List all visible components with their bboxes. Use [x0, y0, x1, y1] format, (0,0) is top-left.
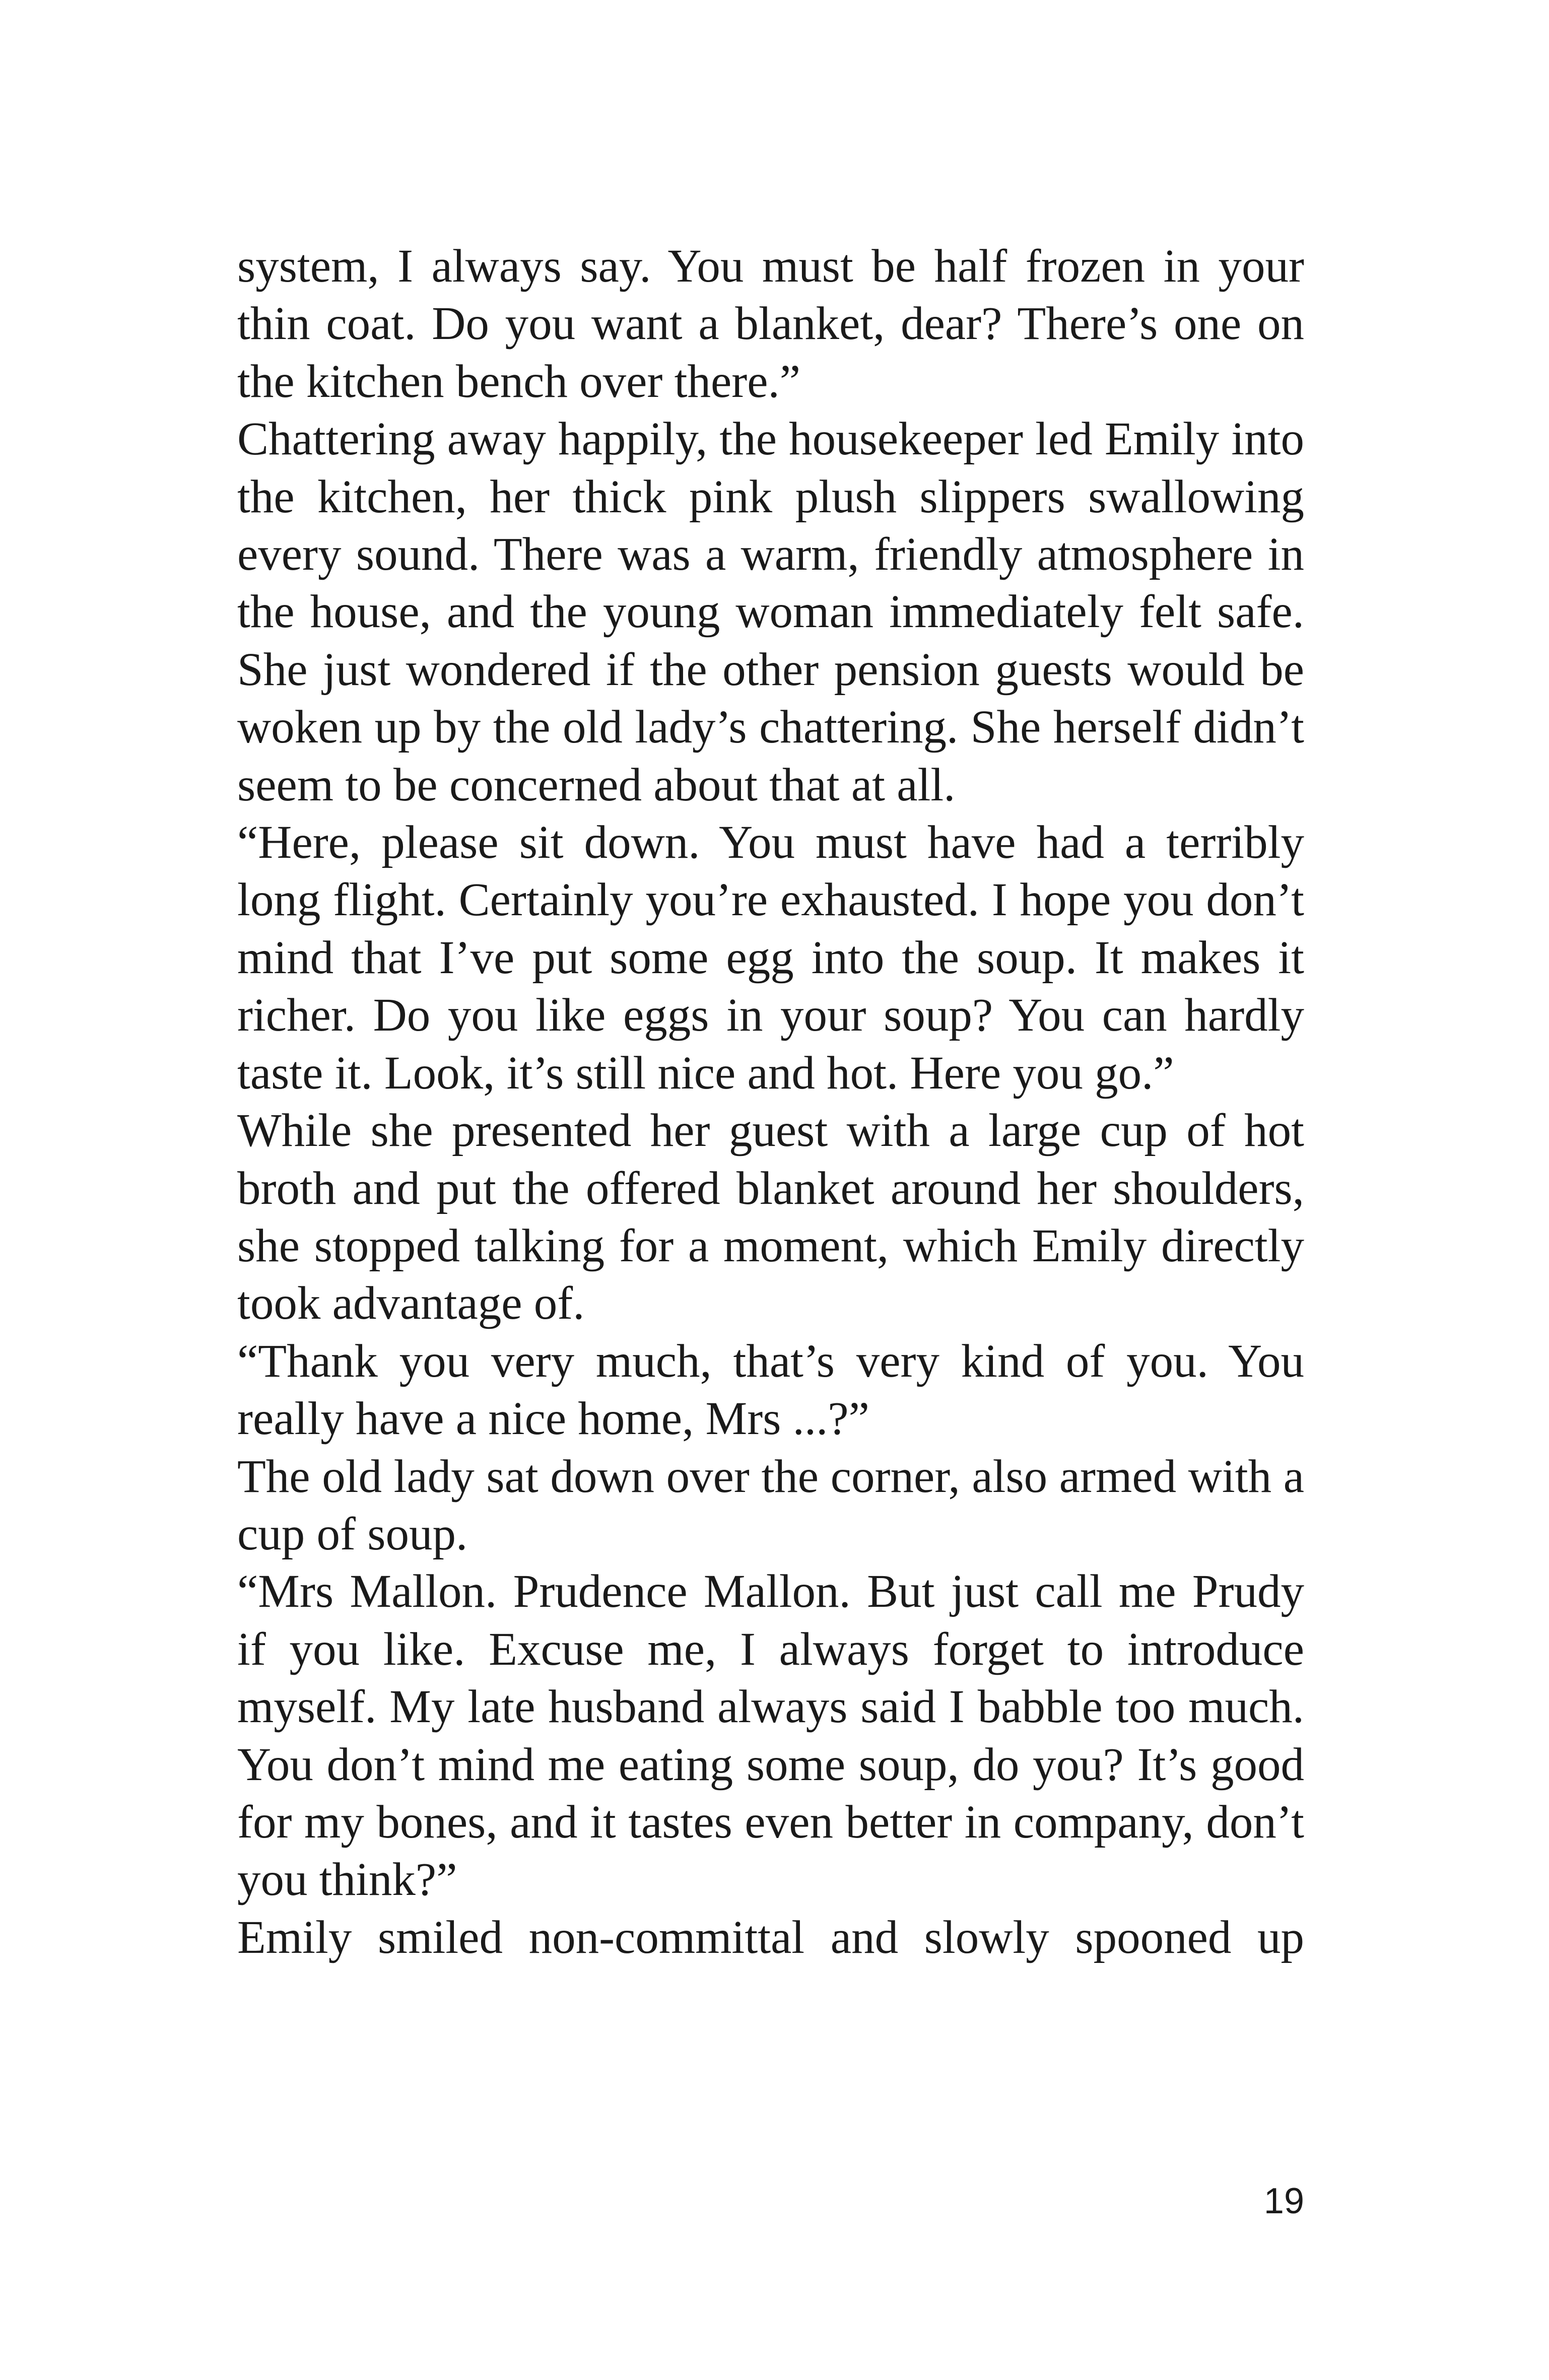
page-number: 19 — [1263, 2181, 1304, 2221]
paragraph-3: “Here, please sit down. You must have had a terribly long flight. Certainly you’re exhausted. I hope you don’t mind that I’ve put some egg into the soup. It makes it richer. Do you like eggs in your soup? You can hardly taste it. Look, it’s still nice and hot. Here you go.” — [237, 817, 1304, 1099]
body-text — [237, 238, 1304, 1966]
paragraph-6: The old lady sat down over the corner, also armed with a cup of soup. — [237, 1450, 1304, 1560]
paragraph-4: While she presented her guest with a large cup of hot broth and put the offered blanket around her shoulders, she stopped talking for a moment, which Emily directly took advantage of. — [237, 1105, 1304, 1330]
paragraph-2: Chattering away happily, the housekeeper led Emily into the kitchen, her thick pink plush slippers swallowing every sound. There was a warm, friendly atmosphere in the house, and the young woman immediately felt safe. She just wondered if the other pension guests would be woken up by the old lady’s chattering. She herself didn’t seem to be concerned about that at all. — [237, 413, 1304, 811]
paragraph-1: system, I always say. You must be half frozen in your thin coat. Do you want a blanket, dear? There’s one on the kitchen bench over there.” — [237, 240, 1304, 407]
paragraph-8: Emily smiled non-committal and slowly spooned up — [237, 1911, 1304, 1963]
paragraph-7: “Mrs Mallon. Prudence Mallon. But just call me Prudy if you like. Excuse me, I always forget to introduce myself. My late husband always said I babble too much. You don’t mind me eating some soup, do you? It’s good for my bones, and it tastes even better in company, don’t you think?” — [237, 1566, 1304, 1906]
paragraph-5: “Thank you very much, that’s very kind of you. You really have a nice home, Mrs ...?” — [237, 1335, 1304, 1445]
